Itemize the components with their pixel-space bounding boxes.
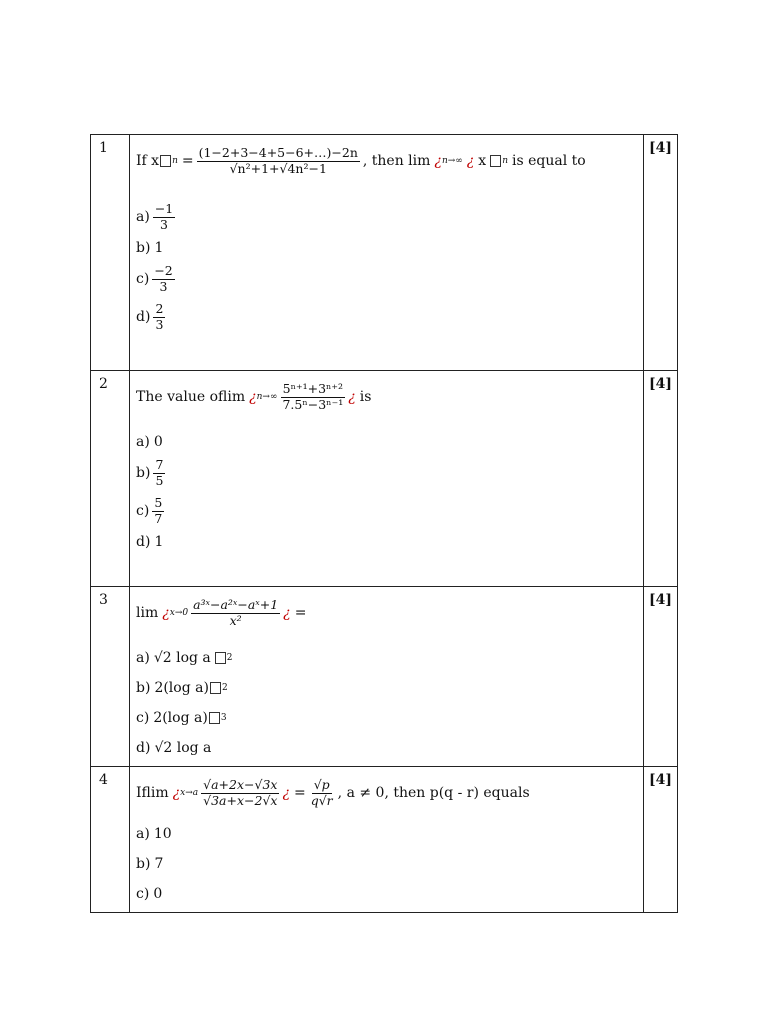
marks: [4] [644,135,678,371]
denominator: 7.5ⁿ−3ⁿ⁻¹ [282,396,344,412]
numerator: √a+2x−√3x [203,777,278,792]
question-text [136,141,637,181]
fraction [280,383,345,411]
denominator: 3 [160,216,168,232]
question-prefix: Iflim [136,785,169,801]
denominator: 7 [154,510,163,526]
option-text: 0 [153,886,163,902]
question-row [91,767,678,913]
option-label: a) [136,826,150,842]
option-label: d) [136,740,151,756]
question-prefix: lim [136,605,159,621]
question-then: , then lim [362,153,431,169]
option-a[interactable] [136,651,637,665]
placeholder-box-icon [215,652,226,664]
limit-subscript: x→0 [169,607,189,618]
marks: [4] [644,371,678,587]
question-row [91,587,678,767]
numerator: (1−2+3−4+5−6+…)−2n [198,145,358,160]
denominator: √n²+1+√4n²−1 [229,160,327,176]
question-body [130,135,644,371]
subscript: n [172,155,178,166]
option-fraction [152,265,174,293]
exponent: 2 [226,652,233,663]
option-fraction [153,203,175,231]
question-suffix: is [359,389,372,405]
limit-subscript: n→∞ [441,155,463,166]
option-b[interactable] [136,459,637,487]
denominator: q√r [310,792,333,808]
question-suffix: is equal to [512,153,586,169]
numerator: 2 [155,301,164,316]
question-text [136,593,637,633]
placeholder-box-icon [209,712,220,724]
option-text: √2 log a [154,740,212,756]
option-text: 1 [154,240,164,256]
fraction [201,779,279,807]
numerator: 7 [155,457,164,472]
placeholder-box-icon [490,155,501,167]
placeholder-box-icon [160,155,171,167]
question-number: 4 [91,767,130,913]
option-fraction [152,497,164,525]
marks: [4] [644,587,678,767]
option-text: 2(log a) [153,710,208,726]
option-d[interactable] [136,303,637,331]
option-text: 0 [153,434,163,450]
inverted-question-mark: ¿ [172,785,181,801]
option-fraction [153,303,165,331]
equals-sign: = [293,785,306,801]
inverted-question-mark: ¿ [282,785,290,801]
option-d[interactable] [136,535,637,549]
option-label: c) [136,271,150,287]
question-suffix: , a ≠ 0, then p(q - r) equals [337,785,530,801]
option-label: b) [136,856,151,872]
option-d[interactable] [136,741,637,755]
denominator: x² [229,612,242,628]
inverted-question-mark: ¿ [348,389,356,405]
subscript: n [502,155,508,166]
question-body [130,767,644,913]
option-label: d) [136,534,151,550]
option-b[interactable] [136,857,637,871]
placeholder-box-icon [210,682,221,694]
question-body [130,587,644,767]
question-row [91,135,678,371]
fraction [191,599,280,627]
numerator: a³ˣ−a²ˣ−aˣ+1 [193,597,279,612]
option-b[interactable] [136,681,637,695]
option-c[interactable] [136,497,637,525]
inverted-question-mark: ¿ [249,389,257,405]
inverted-question-mark: ¿ [162,605,170,621]
question-text [136,773,637,813]
option-c[interactable] [136,265,637,293]
option-b[interactable] [136,241,637,255]
inverted-question-mark: ¿ [466,153,475,169]
question-body [130,371,644,587]
denominator: 3 [155,316,164,332]
question-number: 1 [91,135,130,371]
option-label: d) [136,309,151,325]
numerator: 5 [154,495,163,510]
option-text: 7 [154,856,164,872]
option-c[interactable] [136,711,637,725]
option-fraction [153,459,165,487]
question-number: 2 [91,371,130,587]
limit-subscript: x→a [180,787,199,798]
option-text: 10 [153,826,172,842]
fraction [197,147,360,175]
denominator: √3a+x−2√x [203,792,278,808]
option-label: b) [136,240,151,256]
question-number: 3 [91,587,130,767]
option-a[interactable] [136,203,637,231]
option-c[interactable] [136,887,637,901]
question-prefix: If x [136,153,160,169]
exponent: 2 [221,682,228,693]
equals-sign: = [181,153,194,169]
option-label: b) [136,680,151,696]
option-label: a) [136,650,150,666]
exponent: 3 [220,712,227,723]
option-label: b) [136,465,151,481]
variable-x: x [478,153,487,169]
option-label: c) [136,503,150,519]
question-text [136,377,637,417]
rhs-fraction [309,779,335,807]
denominator: 3 [159,278,168,294]
option-text: 1 [154,534,164,550]
option-text: 2(log a) [154,680,209,696]
question-row [91,371,678,587]
numerator: −1 [154,201,174,216]
option-label: c) [136,710,150,726]
denominator: 5 [155,472,164,488]
question-prefix: The value oflim [136,389,246,405]
questions-table [90,134,678,913]
marks: [4] [644,767,678,913]
option-a[interactable] [136,435,637,449]
inverted-question-mark: ¿ [283,605,291,621]
numerator: −2 [154,263,173,278]
numerator: √p [313,777,330,792]
inverted-question-mark: ¿ [434,153,442,169]
option-text: √2 log a [153,650,211,666]
option-a[interactable] [136,827,637,841]
question-suffix: = [294,605,307,621]
option-label: c) [136,886,150,902]
option-label: a) [136,209,150,225]
limit-subscript: n→∞ [256,391,278,402]
numerator: 5ⁿ⁺¹+3ⁿ⁺² [282,381,344,396]
option-label: a) [136,434,150,450]
